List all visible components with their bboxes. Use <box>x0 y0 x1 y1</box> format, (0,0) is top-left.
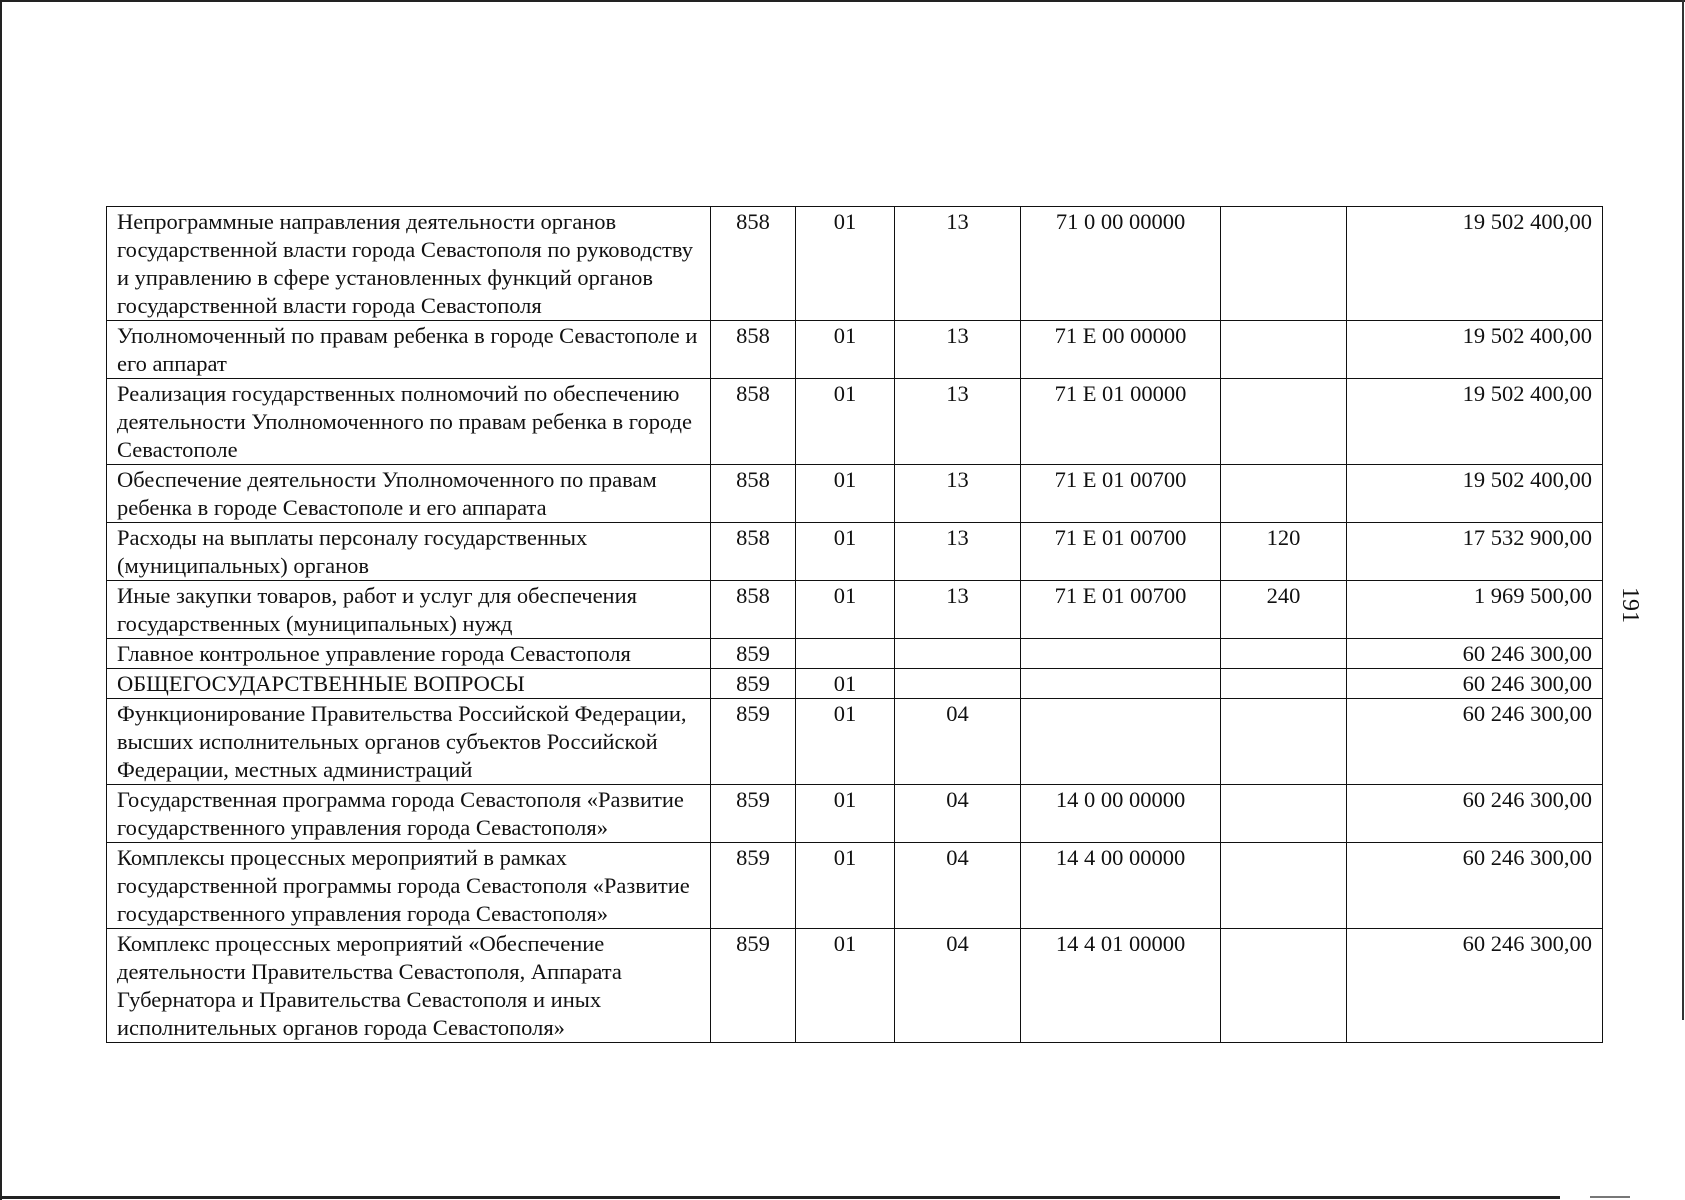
subsection-code-cell: 04 <box>895 699 1021 785</box>
row-name-cell: ОБЩЕГОСУДАРСТВЕННЫЕ ВОПРОСЫ <box>107 669 711 699</box>
subsection-code-cell: 13 <box>895 207 1021 321</box>
ministry-code-cell: 859 <box>711 785 796 843</box>
expense-type-cell <box>1221 465 1347 523</box>
table-row <box>107 639 1603 669</box>
section-code-cell: 01 <box>796 843 895 929</box>
section-code-cell: 01 <box>796 785 895 843</box>
section-code-cell: 01 <box>796 207 895 321</box>
ministry-code-cell: 859 <box>711 843 796 929</box>
expense-type-cell <box>1221 207 1347 321</box>
target-article-cell: 71 0 00 00000 <box>1021 207 1221 321</box>
subsection-code-cell: 13 <box>895 321 1021 379</box>
row-name-cell: Реализация государственных полномочий по обеспечению деятельности Уполномоченного по правам ребенка в городе Севастополе <box>107 379 711 465</box>
target-article-cell: 14 0 00 00000 <box>1021 785 1221 843</box>
target-article-cell <box>1021 669 1221 699</box>
amount-cell: 60 246 300,00 <box>1347 699 1603 785</box>
subsection-code-cell: 13 <box>895 523 1021 581</box>
table-row <box>107 321 1603 379</box>
section-code-cell: 01 <box>796 379 895 465</box>
amount-cell: 19 502 400,00 <box>1347 465 1603 523</box>
target-article-cell: 71 Е 01 00700 <box>1021 581 1221 639</box>
table-row <box>107 843 1603 929</box>
subsection-code-cell: 04 <box>895 785 1021 843</box>
scan-border-top <box>0 0 1685 2</box>
target-article-cell: 14 4 00 00000 <box>1021 843 1221 929</box>
amount-cell: 60 246 300,00 <box>1347 785 1603 843</box>
table-row <box>107 669 1603 699</box>
ministry-code-cell: 859 <box>711 929 796 1043</box>
ministry-code-cell: 858 <box>711 465 796 523</box>
expense-type-cell <box>1221 639 1347 669</box>
ministry-code-cell: 858 <box>711 321 796 379</box>
scan-border-bottom <box>0 1196 1560 1199</box>
target-article-cell: 71 Е 00 00000 <box>1021 321 1221 379</box>
table-row <box>107 523 1603 581</box>
section-code-cell: 01 <box>796 581 895 639</box>
section-code-cell: 01 <box>796 699 895 785</box>
expense-type-cell <box>1221 379 1347 465</box>
scan-border-left <box>0 0 2 1200</box>
section-code-cell: 01 <box>796 465 895 523</box>
amount-cell: 19 502 400,00 <box>1347 321 1603 379</box>
ministry-code-cell: 858 <box>711 379 796 465</box>
target-article-cell <box>1021 699 1221 785</box>
scan-border-right <box>1682 0 1684 1020</box>
amount-cell: 60 246 300,00 <box>1347 639 1603 669</box>
amount-cell: 19 502 400,00 <box>1347 207 1603 321</box>
table-body <box>107 207 1603 1043</box>
row-name-cell: Комплексы процессных мероприятий в рамках государственной программы города Севастополя «Развитие государственного управления города Севастополя» <box>107 843 711 929</box>
table-row <box>107 929 1603 1043</box>
ministry-code-cell: 859 <box>711 699 796 785</box>
section-code-cell <box>796 639 895 669</box>
subsection-code-cell <box>895 669 1021 699</box>
target-article-cell: 71 Е 01 00000 <box>1021 379 1221 465</box>
section-code-cell: 01 <box>796 929 895 1043</box>
table-row <box>107 581 1603 639</box>
row-name-cell: Комплекс процессных мероприятий «Обеспечение деятельности Правительства Севастополя, Аппарата Губернатора и Правительства Севастополя и иных исполнительных органов города Севастополя» <box>107 929 711 1043</box>
row-name-cell: Расходы на выплаты персоналу государственных (муниципальных) органов <box>107 523 711 581</box>
subsection-code-cell: 13 <box>895 465 1021 523</box>
ministry-code-cell: 858 <box>711 207 796 321</box>
section-code-cell: 01 <box>796 669 895 699</box>
table-row <box>107 465 1603 523</box>
amount-cell: 1 969 500,00 <box>1347 581 1603 639</box>
amount-cell: 60 246 300,00 <box>1347 669 1603 699</box>
expense-type-cell <box>1221 321 1347 379</box>
table-row <box>107 699 1603 785</box>
expense-type-cell <box>1221 785 1347 843</box>
section-code-cell: 01 <box>796 321 895 379</box>
page-number: 191 <box>1617 587 1643 623</box>
scan-border-bottom-tail <box>1590 1196 1630 1198</box>
subsection-code-cell <box>895 639 1021 669</box>
row-name-cell: Государственная программа города Севастополя «Развитие государственного управления города Севастополя» <box>107 785 711 843</box>
target-article-cell: 71 Е 01 00700 <box>1021 465 1221 523</box>
target-article-cell: 14 4 01 00000 <box>1021 929 1221 1043</box>
expense-type-cell <box>1221 699 1347 785</box>
amount-cell: 17 532 900,00 <box>1347 523 1603 581</box>
expense-type-cell <box>1221 929 1347 1043</box>
row-name-cell: Обеспечение деятельности Уполномоченного по правам ребенка в городе Севастополе и его аппарата <box>107 465 711 523</box>
ministry-code-cell: 859 <box>711 639 796 669</box>
ministry-code-cell: 859 <box>711 669 796 699</box>
subsection-code-cell: 13 <box>895 581 1021 639</box>
table-row <box>107 785 1603 843</box>
subsection-code-cell: 04 <box>895 929 1021 1043</box>
table-row <box>107 207 1603 321</box>
row-name-cell: Непрограммные направления деятельности органов государственной власти города Севастополя по руководству и управлению в сфере установленных функций органов государственной власти города Севастополя <box>107 207 711 321</box>
section-code-cell: 01 <box>796 523 895 581</box>
ministry-code-cell: 858 <box>711 581 796 639</box>
row-name-cell: Иные закупки товаров, работ и услуг для обеспечения государственных (муниципальных) нужд <box>107 581 711 639</box>
ministry-code-cell: 858 <box>711 523 796 581</box>
table-row <box>107 379 1603 465</box>
target-article-cell: 71 Е 01 00700 <box>1021 523 1221 581</box>
expense-type-cell <box>1221 843 1347 929</box>
expense-type-cell: 120 <box>1221 523 1347 581</box>
amount-cell: 60 246 300,00 <box>1347 929 1603 1043</box>
row-name-cell: Уполномоченный по правам ребенка в городе Севастополе и его аппарат <box>107 321 711 379</box>
target-article-cell <box>1021 639 1221 669</box>
subsection-code-cell: 13 <box>895 379 1021 465</box>
subsection-code-cell: 04 <box>895 843 1021 929</box>
row-name-cell: Главное контрольное управление города Севастополя <box>107 639 711 669</box>
row-name-cell: Функционирование Правительства Российской Федерации, высших исполнительных органов субъектов Российской Федерации, местных администраций <box>107 699 711 785</box>
amount-cell: 19 502 400,00 <box>1347 379 1603 465</box>
budget-table <box>106 206 1603 1043</box>
expense-type-cell: 240 <box>1221 581 1347 639</box>
expense-type-cell <box>1221 669 1347 699</box>
amount-cell: 60 246 300,00 <box>1347 843 1603 929</box>
